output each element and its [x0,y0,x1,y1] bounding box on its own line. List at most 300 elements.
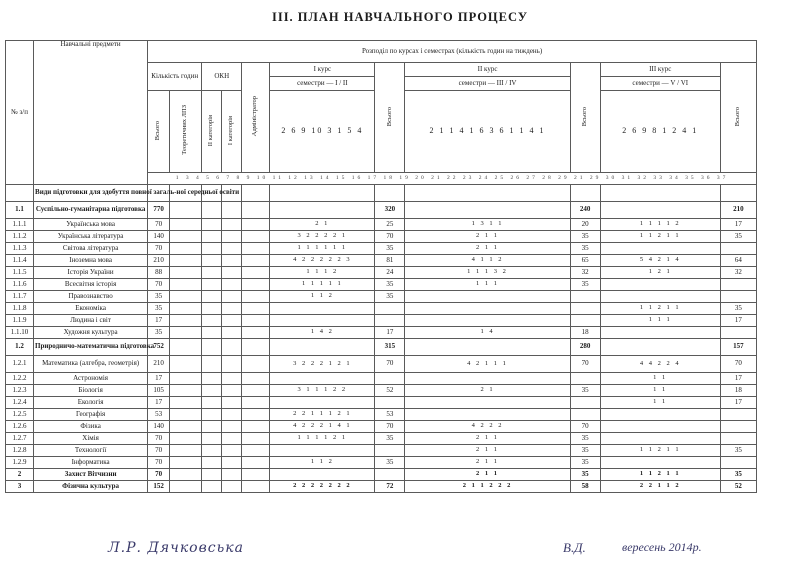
row-number: 2 [6,469,34,481]
cat2-cell [202,397,222,409]
course2-hours: 1 3 1 1 [405,219,570,231]
course3-hours: 1 1 2 1 1 [600,303,720,315]
table-row [6,433,757,445]
theory-cell [170,373,202,385]
cat1-cell [222,457,242,469]
table-row [6,327,757,339]
course3-hours: 1 1 2 1 1 [600,445,720,457]
course2-total: 35 [570,457,600,469]
table-row [6,219,757,231]
subject-name: Астрономія [34,373,148,385]
admin-cell [242,469,270,481]
cat2-cell [202,243,222,255]
course3-hours: 1 1 1 [600,315,720,327]
row-number: 1.1.7 [6,291,34,303]
header-semesters-1: семестри — І / ІІ [270,77,375,91]
course2-hours: 2 1 1 [405,433,570,445]
course1-total: 25 [375,219,405,231]
course1-total: 70 [375,356,405,373]
table-row [6,243,757,255]
course2-hours [405,339,570,356]
course1-hours [270,469,375,481]
cat2-cell [202,445,222,457]
cat1-cell [222,291,242,303]
theory-cell [170,243,202,255]
course1-hours: 3 2 2 2 1 2 1 [270,356,375,373]
theory-cell [170,469,202,481]
course3-total: 17 [720,315,756,327]
row-number: 1.2.6 [6,421,34,433]
course2-hours [405,397,570,409]
subject-name: Людина і світ [34,315,148,327]
weeks-course1: 2 6 9 10 3 1 5 4 [270,91,375,173]
page-title: ІІІ. ПЛАН НАВЧАЛЬНОГО ПРОЦЕСУ [271,10,529,24]
course3-total [720,327,756,339]
cat1-cell [222,469,242,481]
cat2-cell [202,303,222,315]
cat1-cell [222,327,242,339]
cat1-cell [222,303,242,315]
cat1-cell [222,373,242,385]
header-course1: І курс [270,63,375,77]
course2-hours: 1 4 [405,327,570,339]
cat1-cell [222,385,242,397]
total-hours: 35 [148,327,170,339]
course1-hours: 2 2 1 1 1 2 1 [270,409,375,421]
course2-hours [405,315,570,327]
course1-hours: 1 1 1 1 1 [270,279,375,291]
course3-total [720,457,756,469]
table-row [6,303,757,315]
weeks-course3: 2 6 9 8 1 2 4 1 [600,91,720,173]
total-hours: 752 [148,339,170,356]
subject-name: Географія [34,409,148,421]
subject-name: Всесвітня історія [34,279,148,291]
total-hours: 140 [148,231,170,243]
course2-total: 65 [570,255,600,267]
course3-total [720,279,756,291]
course2-hours: 2 1 [405,385,570,397]
course1-hours: 2 1 [270,219,375,231]
table-row [6,255,757,267]
subject-name: Природничо-математична підготовка [34,339,148,356]
course3-hours [600,279,720,291]
course3-hours [600,433,720,445]
cat2-cell [202,255,222,267]
course1-total [375,373,405,385]
header-total-3: Всього [720,63,756,173]
cat2-cell [202,356,222,373]
course2-total: 70 [570,421,600,433]
subject-name: Хімія [34,433,148,445]
course3-total: 35 [720,469,756,481]
row-number: 1.1.9 [6,315,34,327]
course2-total [570,303,600,315]
course2-total: 70 [570,356,600,373]
course3-hours: 1 1 2 1 1 [600,231,720,243]
admin-cell [242,457,270,469]
course2-hours [405,303,570,315]
header-admin: Адміністратор [242,63,270,173]
total-hours: 105 [148,385,170,397]
row-number: 1.2.7 [6,433,34,445]
subject-name: Українська мова [34,219,148,231]
admin-cell [242,303,270,315]
course2-total [570,315,600,327]
course1-hours [270,373,375,385]
total-hours: 70 [148,279,170,291]
total-hours: 770 [148,202,170,219]
course3-total [720,243,756,255]
header-cat2: ІІ категорія [202,91,222,173]
total-hours: 35 [148,303,170,315]
course2-hours: 4 2 1 1 1 [405,356,570,373]
table-row [6,457,757,469]
weeks-course2: 2 1 1 4 1 6 3 6 1 1 4 1 [405,91,570,173]
header-course3: ІІІ курс [600,63,720,77]
course1-total: 315 [375,339,405,356]
course3-hours [600,457,720,469]
course3-total: 52 [720,481,756,493]
course2-hours [405,185,570,202]
admin-cell [242,397,270,409]
course2-hours [405,291,570,303]
course3-total: 157 [720,339,756,356]
cat2-cell [202,339,222,356]
course2-hours [405,202,570,219]
total-hours: 17 [148,373,170,385]
theory-cell [170,457,202,469]
course3-total: 17 [720,373,756,385]
course3-hours [600,291,720,303]
course2-total [570,291,600,303]
table-row [6,481,757,493]
course1-hours: 4 2 2 2 1 4 1 [270,421,375,433]
cat2-cell [202,385,222,397]
theory-cell [170,315,202,327]
header-semesters-2: семестри — ІІІ / ІV [405,77,570,91]
cat1-cell [222,231,242,243]
course1-total [375,397,405,409]
admin-cell [242,202,270,219]
subject-name: Технології [34,445,148,457]
course1-hours [270,303,375,315]
signature-date: вересень 2014р. [622,540,702,554]
admin-cell [242,445,270,457]
course3-hours: 1 1 2 1 1 [600,469,720,481]
course1-total: 52 [375,385,405,397]
admin-cell [242,481,270,493]
cat2-cell [202,421,222,433]
admin-cell [242,385,270,397]
course1-total: 81 [375,255,405,267]
cat2-cell [202,409,222,421]
course1-total: 72 [375,481,405,493]
cat2-cell [202,433,222,445]
table-row [6,202,757,219]
theory-cell [170,303,202,315]
subject-name: Фізика [34,421,148,433]
cat1-cell [222,481,242,493]
admin-cell [242,409,270,421]
subject-name: Види підготовки для здобуття повної загаль-ної середньої освіти [34,185,148,202]
course1-hours: 4 2 2 2 2 2 3 [270,255,375,267]
cat1-cell [222,445,242,457]
theory-cell [170,421,202,433]
theory-cell [170,327,202,339]
course3-total [720,291,756,303]
course1-hours: 3 1 1 1 2 2 [270,385,375,397]
row-number: 1.1.1 [6,219,34,231]
admin-cell [242,315,270,327]
theory-cell [170,231,202,243]
cat2-cell [202,327,222,339]
course1-total: 35 [375,433,405,445]
course1-total [375,469,405,481]
row-number: 1.2.9 [6,457,34,469]
total-hours: 53 [148,409,170,421]
course2-hours: 2 1 1 2 2 2 [405,481,570,493]
course2-total: 32 [570,267,600,279]
admin-cell [242,433,270,445]
course3-hours: 4 4 2 2 4 [600,356,720,373]
course1-hours: 1 1 1 1 1 1 [270,243,375,255]
cat1-cell [222,397,242,409]
table-row [6,231,757,243]
table-row [6,397,757,409]
row-number: 1.1.6 [6,279,34,291]
cat2-cell [202,469,222,481]
course2-total: 35 [570,385,600,397]
course2-total [570,409,600,421]
course3-hours [600,339,720,356]
course1-total: 17 [375,327,405,339]
row-number: 1.1.2 [6,231,34,243]
admin-cell [242,243,270,255]
course1-total: 35 [375,279,405,291]
cat2-cell [202,373,222,385]
course3-hours: 2 2 1 1 2 [600,481,720,493]
course1-total: 35 [375,243,405,255]
theory-cell [170,445,202,457]
course2-total: 58 [570,481,600,493]
table-row [6,409,757,421]
course2-hours: 1 1 1 [405,279,570,291]
row-number: 1.1.3 [6,243,34,255]
subject-name: Історія України [34,267,148,279]
theory-cell [170,339,202,356]
row-number: 1.2.4 [6,397,34,409]
course1-hours [270,315,375,327]
course2-total: 20 [570,219,600,231]
course2-total: 18 [570,327,600,339]
total-hours: 210 [148,255,170,267]
signature-left: Л.Р. Дячковська [108,540,244,556]
course2-hours: 2 1 1 [405,457,570,469]
row-number [6,185,34,202]
admin-cell [242,291,270,303]
header-semesters-3: семестри — V / VІ [600,77,720,91]
course3-total: 18 [720,385,756,397]
total-hours: 152 [148,481,170,493]
table-row [6,356,757,373]
admin-cell [242,356,270,373]
table-row [6,445,757,457]
course2-total: 280 [570,339,600,356]
admin-cell [242,373,270,385]
table-row [6,291,757,303]
row-number: 1.1.5 [6,267,34,279]
cat1-cell [222,267,242,279]
total-hours: 70 [148,243,170,255]
table-row [6,469,757,481]
admin-cell [242,327,270,339]
row-number: 1.1.4 [6,255,34,267]
total-hours: 70 [148,219,170,231]
cat2-cell [202,457,222,469]
course1-total: 53 [375,409,405,421]
course1-hours: 2 2 2 2 2 2 2 [270,481,375,493]
course2-hours: 2 1 1 [405,445,570,457]
table-row [6,373,757,385]
course2-hours [405,409,570,421]
row-number: 1.1 [6,202,34,219]
cat2-cell [202,315,222,327]
table-body [6,185,757,493]
total-hours: 17 [148,397,170,409]
admin-cell [242,339,270,356]
subject-name: Художня культура [34,327,148,339]
course1-total [375,315,405,327]
course2-total: 240 [570,202,600,219]
theory-cell [170,433,202,445]
theory-cell [170,481,202,493]
course1-hours [270,397,375,409]
subject-name: Інформатика [34,457,148,469]
course1-total [375,303,405,315]
cat1-cell [222,255,242,267]
course3-total: 35 [720,231,756,243]
signature-mid: В.Д. [563,540,586,555]
cat2-cell [202,202,222,219]
cat1-cell [222,315,242,327]
course2-total: 35 [570,231,600,243]
cat2-cell [202,267,222,279]
table-row [6,267,757,279]
course1-total [375,445,405,457]
row-number: 1.2.1 [6,356,34,373]
theory-cell [170,356,202,373]
table-row [6,279,757,291]
row-number: 1.1.8 [6,303,34,315]
course2-total [570,397,600,409]
admin-cell [242,231,270,243]
course1-hours: 3 2 2 2 2 1 [270,231,375,243]
course2-total [570,373,600,385]
course1-total [375,185,405,202]
subject-name: Математика (алгебра, геометрія) [34,356,148,373]
subject-name: Екологія [34,397,148,409]
course2-hours: 1 1 1 3 2 [405,267,570,279]
theory-cell [170,255,202,267]
theory-cell [170,202,202,219]
course3-total [720,421,756,433]
course3-hours: 1 2 1 [600,267,720,279]
course1-hours [270,185,375,202]
table-row [6,339,757,356]
cat1-cell [222,219,242,231]
course1-hours: 1 4 2 [270,327,375,339]
course1-total: 320 [375,202,405,219]
header-cat1: І категорія [222,91,242,173]
total-hours: 210 [148,356,170,373]
row-number: 1.2.3 [6,385,34,397]
cat2-cell [202,231,222,243]
course3-total: 70 [720,356,756,373]
admin-cell [242,421,270,433]
cat1-cell [222,339,242,356]
cat1-cell [222,421,242,433]
course2-hours: 4 2 2 2 [405,421,570,433]
theory-cell [170,279,202,291]
header-total-hours: Всього [148,91,170,173]
table-row [6,185,757,202]
theory-cell [170,385,202,397]
header-total-1: Всього [375,63,405,173]
cat1-cell [222,356,242,373]
course1-hours: 1 1 1 1 2 1 [270,433,375,445]
theory-cell [170,291,202,303]
total-hours: 70 [148,445,170,457]
cat2-cell [202,481,222,493]
table-row [6,385,757,397]
header-hours: Кількість годин [148,63,202,91]
table-row [6,421,757,433]
column-numbers: 1 3 4 5 6 7 8 9 10 11 12 13 14 15 16 17 18 19 20 21 22 23 24 25 26 27 28 29 21 29 30 31 32 33 34 35 36 37 [148,173,757,185]
subject-name: Захист Вітчизни [34,469,148,481]
course2-total: 35 [570,433,600,445]
course2-total: 35 [570,279,600,291]
header-subjects: Навчальні предмети [34,41,148,185]
course3-total: 32 [720,267,756,279]
course1-hours: 1 1 2 [270,457,375,469]
total-hours: 70 [148,469,170,481]
course1-total: 70 [375,421,405,433]
course2-hours [405,373,570,385]
course3-total: 210 [720,202,756,219]
course1-hours [270,202,375,219]
course2-hours: 4 1 1 2 [405,255,570,267]
course1-hours [270,445,375,457]
cat2-cell [202,279,222,291]
cat1-cell [222,409,242,421]
cat1-cell [222,202,242,219]
cat2-cell [202,219,222,231]
course3-total [720,185,756,202]
admin-cell [242,255,270,267]
row-number: 1.2.5 [6,409,34,421]
course3-hours: 5 4 2 1 4 [600,255,720,267]
study-plan-table [5,40,757,493]
course2-total: 35 [570,469,600,481]
row-number: 3 [6,481,34,493]
course3-hours [600,421,720,433]
subject-name: Суспільно-гуманітарна підготовка [34,202,148,219]
course3-total [720,409,756,421]
subject-name: Економіка [34,303,148,315]
course3-hours [600,243,720,255]
course2-hours: 2 1 1 [405,231,570,243]
